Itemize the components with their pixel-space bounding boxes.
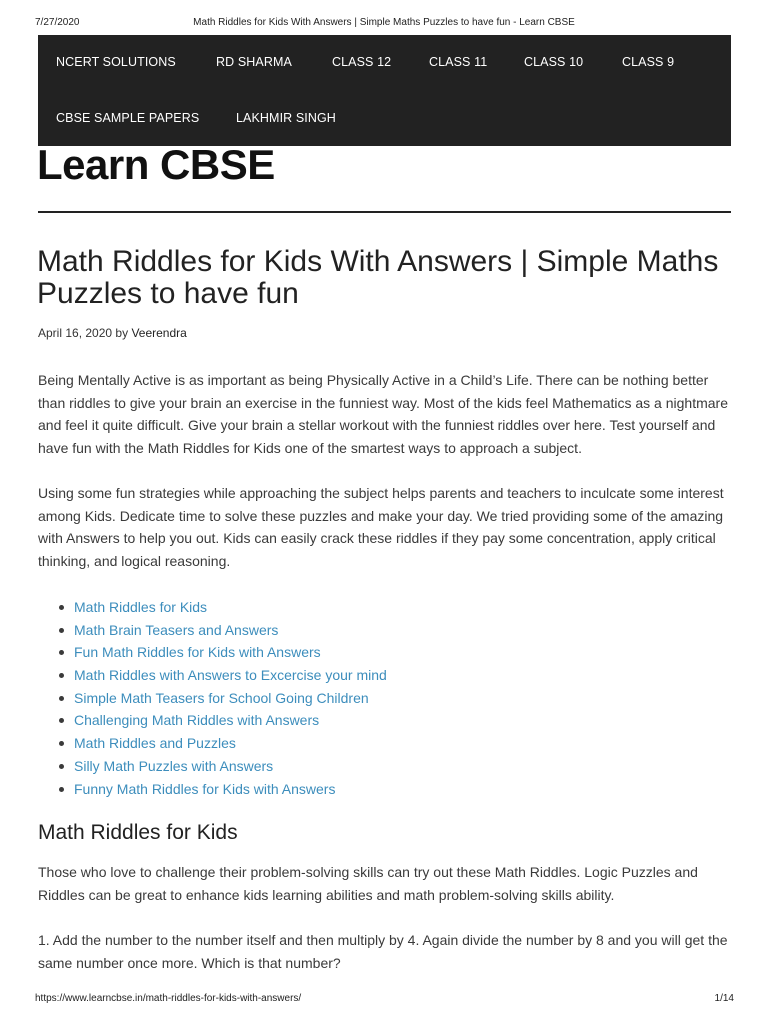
post-meta <box>38 326 187 340</box>
toc-item <box>58 778 387 801</box>
nav-item-cbse-sample-papers[interactable]: CBSE SAMPLE PAPERS <box>56 111 200 125</box>
print-date: 7/27/2020 <box>35 17 80 28</box>
bullet-icon <box>59 650 64 655</box>
nav-item-class-11[interactable]: CLASS 11 <box>429 55 488 69</box>
section-heading: Math Riddles for Kids <box>38 821 238 844</box>
toc-item <box>58 664 387 687</box>
toc-item <box>58 641 387 664</box>
post-author-link[interactable]: Veerendra <box>131 326 187 340</box>
toc-link[interactable]: Funny Math Riddles for Kids with Answers <box>74 780 336 797</box>
bullet-icon <box>59 787 64 792</box>
post-title: Math Riddles for Kids With Answers | Simple Maths Puzzles to have fun <box>37 245 719 310</box>
print-page-number: 1/14 <box>714 993 734 1004</box>
toc-link[interactable]: Simple Math Teasers for School Going Children <box>74 689 369 706</box>
toc-link[interactable]: Math Riddles with Answers to Excercise your mind <box>74 667 387 684</box>
bullet-icon <box>59 741 64 746</box>
toc-link[interactable]: Fun Math Riddles for Kids with Answers <box>74 644 321 661</box>
table-of-contents <box>58 596 387 800</box>
nav-item-class-12[interactable]: CLASS 12 <box>332 55 392 69</box>
bullet-icon <box>59 718 64 723</box>
toc-item <box>58 687 387 710</box>
bullet-icon <box>59 673 64 678</box>
intro-paragraph-1: Being Mentally Active is as important as being Physically Active in a Child’s Life. There can be nothing better than riddles to give your brain an exercise in the funniest way. Most of the kids feel Mathematics as a nightmare and feel it quite difficult. Give your brain a stellar workout with the funniest riddles over here. Test yourself and have fun with the Math Riddles for Kids one of the smartest ways to approach a subject. <box>38 372 728 457</box>
toc-item <box>58 732 387 755</box>
post-date: April 16, 2020 <box>38 326 113 340</box>
toc-link[interactable]: Math Riddles and Puzzles <box>74 735 236 752</box>
bullet-icon <box>59 628 64 633</box>
riddle-1: 1. Add the number to the number itself and then multiply by 4. Again divide the number by 8 and you will get the same number once more. Which is that number? <box>38 932 728 971</box>
nav-item-class-10[interactable]: CLASS 10 <box>524 55 584 69</box>
toc-item <box>58 709 387 732</box>
nav-item-class-9[interactable]: CLASS 9 <box>622 55 675 69</box>
intro-paragraph-2: Using some fun strategies while approaching the subject helps parents and teachers to inculcate some interest among Kids. Dedicate time to solve these puzzles and make your day. We tried providing some of the amazing with Answers to help you out. Kids can easily crack these riddles if they pay some concentration, apply critical thinking, and logical reasoning. <box>38 485 724 570</box>
site-title-link[interactable]: Learn CBSE <box>37 141 275 188</box>
nav-item-ncert-solutions[interactable]: NCERT SOLUTIONS <box>56 55 176 69</box>
toc-link[interactable]: Math Brain Teasers and Answers <box>74 621 279 638</box>
main-navbar <box>38 35 731 146</box>
print-page-title: Math Riddles for Kids With Answers | Simple Maths Puzzles to have fun - Learn CBSE <box>193 17 575 28</box>
section-paragraph: Those who love to challenge their problem-solving skills can try out these Math Riddles. Logic Puzzles and Riddles can be great to enhance kids learning abilities and math problem-solving skills ability. <box>38 864 698 903</box>
bullet-icon <box>59 764 64 769</box>
post-by-text: by <box>115 326 129 340</box>
bullet-icon <box>59 605 64 610</box>
nav-item-lakhmir-singh[interactable]: LAKHMIR SINGH <box>236 111 336 125</box>
nav-item-rd-sharma[interactable]: RD SHARMA <box>216 55 292 69</box>
print-header <box>0 17 768 31</box>
toc-link[interactable]: Silly Math Puzzles with Answers <box>74 757 274 774</box>
bullet-icon <box>59 696 64 701</box>
print-url: https://www.learncbse.in/math-riddles-for-kids-with-answers/ <box>35 993 302 1004</box>
toc-link[interactable]: Challenging Math Riddles with Answers <box>74 712 320 729</box>
toc-item <box>58 619 387 642</box>
title-divider <box>38 211 731 213</box>
toc-link[interactable]: Math Riddles for Kids <box>74 599 208 615</box>
toc-item <box>58 596 387 619</box>
toc-item <box>58 755 387 778</box>
print-footer <box>0 993 768 1007</box>
